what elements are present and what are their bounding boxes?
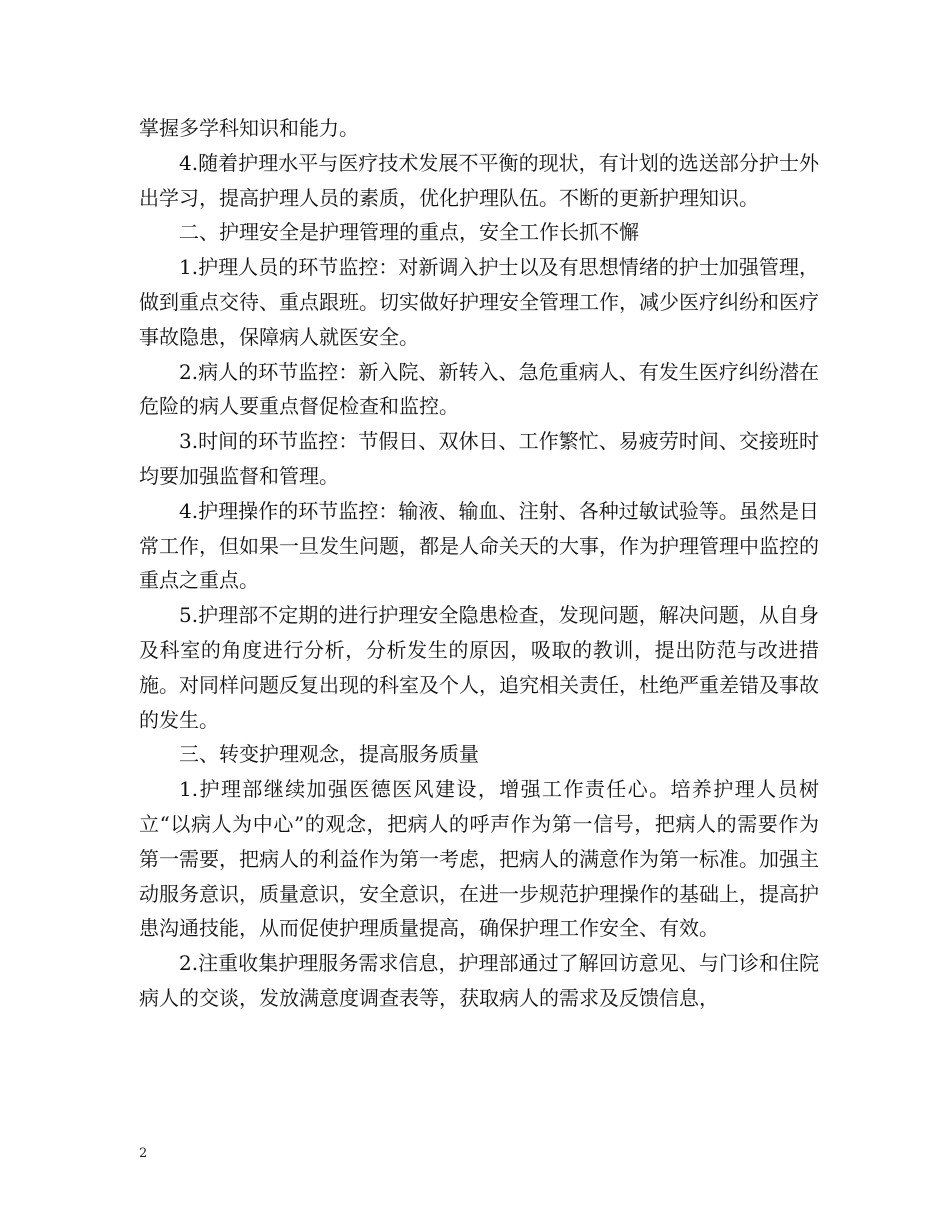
paragraph: 1.护理人员的环节监控：对新调入护士以及有思想情绪的护士加强管理，做到重点交待、重点跟班。切实做好护理安全管理工作，减少医疗纠纷和医疗事故隐患，保障病人就医安全。 bbox=[139, 255, 819, 349]
paragraph: 4.随着护理水平与医疗技术发展不平衡的现状，有计划的选送部分护士外出学习，提高护理人员的素质，优化护理队伍。不断的更新护理知识。 bbox=[139, 150, 819, 210]
paragraph: 3.时间的环节监控：节假日、双休日、工作繁忙、易疲劳时间、交接班时均要加强监督和管理。 bbox=[139, 429, 819, 488]
page-number: 2 bbox=[139, 1146, 148, 1161]
paragraph: 5.护理部不定期的进行护理安全隐患检查，发现问题，解决问题，从自身及科室的角度进行分析，分析发生的原因，吸取的教训，提出防范与改进措施。对同样问题反复出现的科室及个人，追究相关责任，杜绝严重差错及事故的发生。 bbox=[139, 603, 819, 732]
paragraph: 2.病人的环节监控：新入院、新转入、急危重病人、有发生医疗纠纷潜在危险的病人要重点督促检查和监控。 bbox=[139, 359, 819, 419]
paragraph: 2.注重收集护理服务需求信息，护理部通过了解回访意见、与门诊和住院病人的交谈，发放满意度调查表等，获取病人的需求及反馈信息， bbox=[139, 951, 819, 1010]
paragraph: 1.护理部继续加强医德医风建设，增强工作责任心。培养护理人员树立“以病人为中心”的观念，把病人的呼声作为第一信号，把病人的需要作为第一需要，把病人的利益作为第一考虑，把病人的满意作为第一标准。加强主动服务意识，质量意识，安全意识，在进一步规范护理操作的基础上，提高护患沟通技能，从而促使护理质量提高，确保护理工作安全、有效。 bbox=[139, 777, 819, 941]
paragraph: 掌握多学科知识和能力。 bbox=[139, 116, 359, 140]
section-heading: 三、转变护理观念，提高服务质量 bbox=[179, 742, 479, 767]
document-body bbox=[139, 111, 819, 1016]
section-heading: 二、护理安全是护理管理的重点，安全工作长抓不懈 bbox=[179, 220, 639, 245]
paragraph: 4.护理操作的环节监控：输液、输血、注射、各种过敏试验等。虽然是日常工作，但如果一旦发生问题，都是人命关天的大事，作为护理管理中监控的重点之重点。 bbox=[139, 498, 819, 593]
